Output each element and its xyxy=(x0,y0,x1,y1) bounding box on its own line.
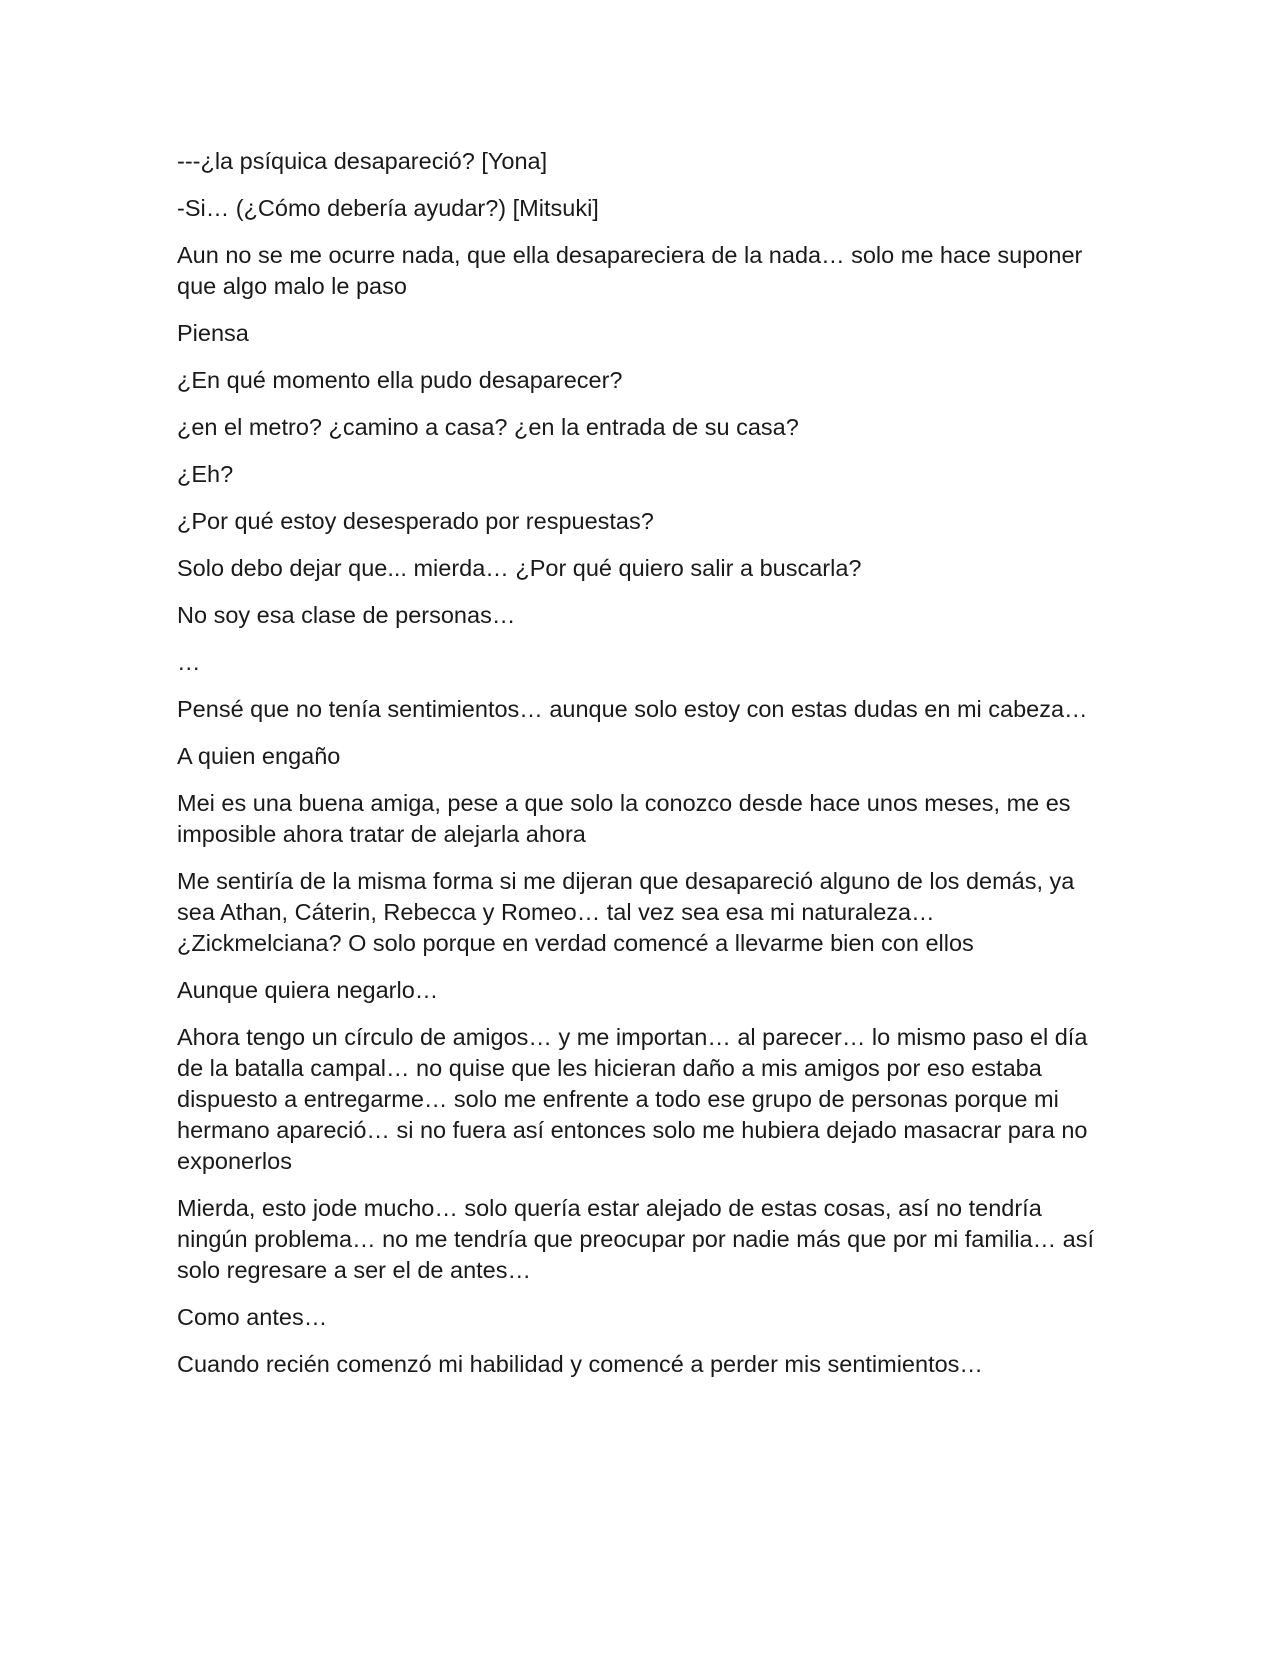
paragraph: No soy esa clase de personas… xyxy=(177,602,516,628)
paragraph: Aun no se me ocurre nada, que ella desapareciera de la nada… solo me hace suponer que algo malo le paso xyxy=(177,242,1089,299)
paragraph: Como antes… xyxy=(177,1304,328,1330)
paragraph: -Si… (¿Cómo debería ayudar?) [Mitsuki] xyxy=(177,195,599,221)
paragraph: ---¿la psíquica desapareció? [Yona] xyxy=(177,148,548,174)
paragraph: Cuando recién comenzó mi habilidad y comencé a perder mis sentimientos… xyxy=(177,1351,983,1377)
paragraph: … xyxy=(177,649,201,675)
paragraph: Mei es una buena amiga, pese a que solo la conozco desde hace unos meses, me es imposible ahora tratar de alejarla ahora xyxy=(177,790,1078,847)
paragraph: Me sentiría de la misma forma si me dijeran que desapareció alguno de los demás, ya sea Athan, Cáterin, Rebecca y Romeo… tal vez sea esa mi naturaleza… ¿Zickmelciana? O solo porque en verdad comencé a llevarme bien con ellos xyxy=(177,868,1081,956)
paragraph: Ahora tengo un círculo de amigos… y me importan… al parecer… lo mismo paso el día de la batalla campal… no quise que les hicieran daño a mis amigos por eso estaba dispuesto a entregarme… solo me enfrente a todo ese grupo de personas porque mi hermano apareció… si no fuera así entonces solo me hubiera dejado masacrar para no exponerlos xyxy=(177,1024,1095,1174)
paragraph: Pensé que no tenía sentimientos… aunque solo estoy con estas dudas en mi cabeza… xyxy=(177,696,1088,722)
paragraph: ¿Por qué estoy desesperado por respuestas? xyxy=(177,508,654,534)
paragraph: A quien engaño xyxy=(177,743,341,769)
paragraph: Solo debo dejar que... mierda… ¿Por qué quiero salir a buscarla? xyxy=(177,555,862,581)
paragraph: Mierda, esto jode mucho… solo quería estar alejado de estas cosas, así no tendría ningún problema… no me tendría que preocupar por nadie más que por mi familia… así solo regresare a ser el de antes… xyxy=(177,1195,1101,1283)
paragraph: ¿Eh? xyxy=(177,461,234,487)
document-body xyxy=(177,146,1101,1396)
paragraph: ¿en el metro? ¿camino a casa? ¿en la entrada de su casa? xyxy=(177,414,799,440)
paragraph: ¿En qué momento ella pudo desaparecer? xyxy=(177,367,623,393)
paragraph: Aunque quiera negarlo… xyxy=(177,977,439,1003)
paragraph: Piensa xyxy=(177,320,249,346)
